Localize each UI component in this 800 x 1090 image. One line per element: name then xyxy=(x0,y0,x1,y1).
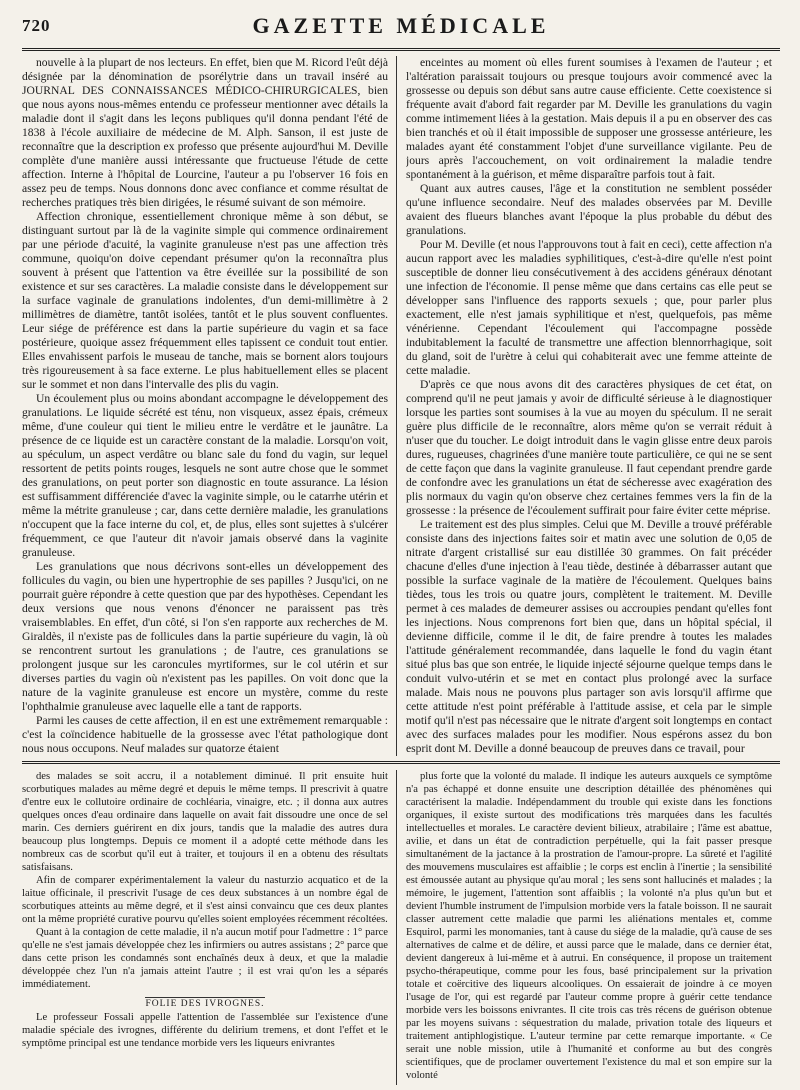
section-divider xyxy=(22,761,780,764)
column-divider-bottom xyxy=(396,770,397,1085)
paragraph: Quant à la contagion de cette maladie, il n'a aucun motif pour l'admettre : 1° parce qu'elle ne s'est jamais développée chez les infirmiers ou autres assistans ; 2° parce que dans cette prison les condamnés sont enchaînés deux à deux, et que la maladie développée chez l'un n'a jamais atteint l'autre ; il est vrai qu'on les a séparés immédiatement. xyxy=(22,927,388,990)
paragraph: Affection chronique, essentiellement chronique même à son début, se distinguant surtout par là de la vaginite simple qui commence ordinairement par une période d'acuité, la vaginite granuleuse n'est pas une affection très commune, quoiqu'on doive cependant présumer qu'on la reconnaîtra plus souvent à présent que l'attention va être éveillée sur la possibilité de son existence et sur ses caractères. La maladie consiste dans le développement sur la surface vaginale de granulations indolentes, d'un demi-millimètre à 2 millimètres de diamètre, tantôt isolées, tantôt et le plus souvent confluentes. Leur siége de préférence est dans la partie supérieure du vagin et sa face postérieure, quoique assez fréquemment elles tapissent ce conduit tout entier. Elles envahissent parfois le museau de tanche, mais se bornent alors toujours très rigoureusement à sa face externe. Le plus habituellement elles se placent sur le sommet et non dans l'intervalle des plis du vagin. xyxy=(22,210,388,391)
paragraph: nouvelle à la plupart de nos lecteurs. En effet, bien que M. Ricord l'eût déjà désignée par la dénomination de psorélytrie dans un travail inséré au JOURNAL DES CONNAISSANCES MÉDICO-CHIRURGICALES, bien que nous ayons nous-mêmes entendu ce professeur mentionner avec détails la maladie dont il s'agit dans les leçons publiques qu'il donna pendant l'été de 1838 à l'école auxiliaire de médecine de M. Alph. Sanson, il est juste de reconnaître que la description ex professo que présente aujourd'hui M. Deville complète d'une manière aussi intéressante que fructueuse l'étude de cette affection. Interne à l'hôpital de Lourcine, l'auteur a pu l'observer 16 fois en assez peu de temps. Nous donnons donc avec confiance et comme résultat de recherches pratiques très bien dirigées, le résumé suivant de son mémoire. xyxy=(22,56,388,209)
header-rule xyxy=(22,48,780,51)
column-top-left xyxy=(22,56,388,756)
paragraph: Le traitement est des plus simples. Celui que M. Deville a trouvé préférable consiste dans des injections faites soir et matin avec une solution de 0,05 de nitrate d'argent cristallisé sur eau distillée 30 grammes. On fait précéder chacune d'elles d'une injection à l'eau tiède, destinée à débarrasser autant que possible la surface vaginale de la matière de l'écoulement. Quelques bains tièdes, tous les trois ou quatre jours, complètent le traitement. M. Deville permet à ces malades de demeurer assises ou accroupies pendant qu'elles font les injections. Nous comprenons fort bien que, dans un hôpital spécial, il devienne difficile, comme il le dit, de faire prendre à toutes les malades l'attitude généralement recommandée, dans laquelle le fond du vagin étant situé plus bas que son entrée, le liquide injecté séjourne quelque temps dans le conduit vulvo-utérin et se met en contact plus prolongé avec la surface malade. Mais nous ne pouvons plus partager son avis lorsqu'il affirme que cette attitude n'est point préférable à l'attitude assise, et cela par le simple motif qu'il n'est pas nécessaire que le nitrate d'argent soit longtemps en contact avec des surfaces malades pour les modifier. Nous espérons assez du bon esprit dont M. Deville a donné beaucoup de preuves dans ce travail, pour xyxy=(406,518,772,755)
column-divider-top xyxy=(396,56,397,756)
paragraph: Afin de comparer expérimentalement la valeur du nasturzio acquatico et de la laitue officinale, il prescrivit l'usage de ces deux substances à un nombre égal de scorbutiques atteints au même degré, et il s'est ainsi convaincu que ces deux plantes ont la même propriété curative pourvu qu'elles soient employées récemment récoltées. xyxy=(22,875,388,925)
paragraph: Parmi les causes de cette affection, il en est une extrêmement remarquable : c'est la coïncidence habituelle de la grossesse avec l'état pathologique dont nous nous occupons. Neuf malades sur quatorze étaient xyxy=(22,714,388,755)
paragraph: Les granulations que nous décrivons sont-elles un développement des follicules du vagin, ou bien une hypertrophie de ses papilles ? Jusqu'ici, on ne pourrait guère répondre à cette question que par des hypothèses. Cependant les deux versions que nous venons d'énoncer ne paraissent pas très vraisemblables. En effet, d'un côté, si l'on s'en rapporte aux recherches de M. Giraldès, il n'existe pas de follicules dans la partie supérieure du vagin, là où se rencontrent surtout les granulations ; de l'autre, ces granulations se prolongent jusque sur les caroncules myrtiformes, sur le col utérin et sur diverses parties du vagin où n'existent pas les papilles. On voit donc que la nature de la vaginite granuleuse est encore un mystère, comme du reste l'ophthalmie granuleuse avec laquelle elle a tant de rapports. xyxy=(22,560,388,713)
page-number: 720 xyxy=(22,16,51,35)
paragraph: Le professeur Fossali appelle l'attention de l'assemblée sur l'existence d'une maladie spéciale des ivrognes, différente du delirium tremens, et dont l'effet et le symptôme principal est une tendance morbide vers les liqueurs enivrantes xyxy=(22,1012,388,1049)
paragraph: Un écoulement plus ou moins abondant accompagne le développement des granulations. Le liquide sécrété est ténu, non visqueux, assez épais, crémeux même, d'une couleur qui tient le milieu entre le verdâtre et le jaunâtre. La présence de ce liquide est un caractère constant de la maladie. Lorsqu'on voit, au spéculum, un aspect verdâtre ou blanc sale du fond du vagin, sur lequel ressortent de petits points rouges, lesquels ne sont autre chose que le sommet des granulations, on peut porter son diagnostic en toute assurance. La lésion est suffisamment différenciée d'avec la vaginite simple, ou le catarrhe utérin et même la métrite granuleuse ; car, dans cette dernière maladie, les granulations n'occupent que la face interne du col, et, de plus, elles sont sujettes à s'ulcérer fréquemment, ce que l'auteur dit n'avoir jamais observé dans la vaginite granuleuse. xyxy=(22,392,388,559)
paragraph: enceintes au moment où elles furent soumises à l'examen de l'auteur ; et l'altération paraissait toujours ou presque toujours avoir commencé avec la grossesse ou depuis son début sans autre cause efficiente. Cette coexistence si fréquente avait d'abord fait regarder par M. Deville les granulations du vagin comme intimement liées à la gestation. Mais depuis il a pu en observer des cas bien tranchés et où il était impossible de supposer une grossesse antérieure, les malades ayant été constamment l'objet d'une surveillance vigilante. Peu de jours après l'accouchement, on voit ordinairement la maladie tendre spontanément à la guérison, et même disparaître parfois tout à fait. xyxy=(406,56,772,181)
paragraph: plus forte que la volonté du malade. Il indique les auteurs auxquels ce symptôme n'a pas échappé et donne ensuite une description détaillée des phénomènes qui caractérisent la maladie. Indépendamment du trouble qui existe dans les fonctions organiques, il existe surtout des modifications très marquées dans les facultés intellectuelles et morales. Le caractère devient bilieux, atrabilaire ; l'âme est abattue, avilie, et dans un état de contradiction perpétuelle, qui la fait passer presque simultanément de la jactance à la prostration de l'amour-propre. La sûreté et l'agilité des mouvemens musculaires est affaiblie ; le corps est enclin à l'inertie ; la sensibilité est émoussée autant au physique qu'au moral ; les sens sont hallucinés et malades ; la mémoire, le jugement, l'attention sont affaiblis ; la volonté n'a plus qu'un but et devient l'humble instrument de l'impulsion morbide vers la fatale boisson. Il ne saurait classer autrement cette maladie que parmi les aliénations mentales et, comme Esquirol, parmi les monomanies, tant à cause du siége de la maladie, qu'à cause de ses alternatives de calme et de délire, et aussi parce que le malade, dans ce dernier état, devient dangereux à lui-même et à autrui. En conséquence, il propose un traitement psycho-thérapeutique, comme pour les fous, basé principalement sur la privation totale et coërcitive des liqueurs alcooliques. On essaierait de joindre à ce moyen l'usage de l'or, qui est regardé par l'auteur comme propre à guérir cette tendance morbide vers les boissons enivrantes. Il cite trois cas très récens de guérison obtenue par les moyens suivans : séquestration du malade, privation totale des liqueurs et traitement antiphlogistique. L'auteur termine par cette remarque importante. « Ce serait une noble mission, utile à l'humanité et conforme au but des congrès scientifiques, que de proclamer ouvertement l'existence du mal et son empire sur la volonté xyxy=(406,771,772,1081)
page-header xyxy=(22,10,780,44)
section-heading: FOLIE DES IVROGNES. xyxy=(145,999,265,1009)
paragraph: des malades se soit accru, il a notablement diminué. Il prit ensuite huit scorbutiques malades au même degré et depuis le même temps. Il prescrivit à quatre d'entre eux le collutoire ordinaire de cochléaria, vinaigre, etc. ; il donna aux autres quelques onces d'eau ordinaire dans laquelle on avait fait dissoudre une once de sel marin. Ces derniers guérirent en dix jours, tandis que la maladie des autres dura beaucoup plus longtemps. Depuis ce moment il a adopté cette méthode dans les nombreux cas de scorbut qu'il eut à traiter, et toujours il en a obtenu des résultats satisfaisans. xyxy=(22,771,388,873)
column-bottom-left xyxy=(22,770,388,1085)
column-top-right xyxy=(406,56,772,756)
paragraph: Pour M. Deville (et nous l'approuvons tout à fait en ceci), cette affection n'a aucun rapport avec les maladies syphilitiques, c'est-à-dire qu'elle n'est point susceptible de donner lieu consécutivement à des accidens généraux dénotant une infection de l'économie. Il pense même que dans certains cas elle peut se développer sans l'influence des rapports sexuels ; que, pour parler plus exactement, elle n'est jamais syphilitique et n'est, quelquefois, pas même vénérienne. Cependant l'écoulement qui l'accompagne possède indubitablement la faculté de transmettre une affection blennorrhagique, soit du gland, soit de l'urètre à celui qui cohabiterait avec une femme atteinte de cette maladie. xyxy=(406,238,772,377)
column-bottom-right xyxy=(406,770,772,1085)
paragraph: D'après ce que nous avons dit des caractères physiques de cet état, on comprend qu'il ne peut jamais y avoir de difficulté sérieuse à le diagnostiquer lorsque les parties sont soumises à la vue au moyen du spéculum. Il ne serait guère plus difficile de le reconnaître, alors même qu'on se verrait réduit à n'user que du toucher. Le doigt introduit dans le vagin glisse entre deux parois dures, rugueuses, chagrinées d'une manière toute particulière, ce qui ne se sent de cette façon que dans la vaginite granuleuse. Il faut cependant prendre garde de confondre avec les granulations un état de sécheresse avec exagération des plis normaux du vagin qu'on observe chez certaines femmes vers la fin de la grossesse : la présence de l'écoulement suffirait pour faire éviter cette méprise. xyxy=(406,378,772,517)
journal-title: GAZETTE MÉDICALE xyxy=(252,13,550,38)
paragraph: Quant aux autres causes, l'âge et la constitution ne semblent posséder qu'une influence secondaire. Neuf des malades observées par M. Deville avaient des flueurs blanches avant l'époque la plus probable du début des granulations. xyxy=(406,182,772,237)
